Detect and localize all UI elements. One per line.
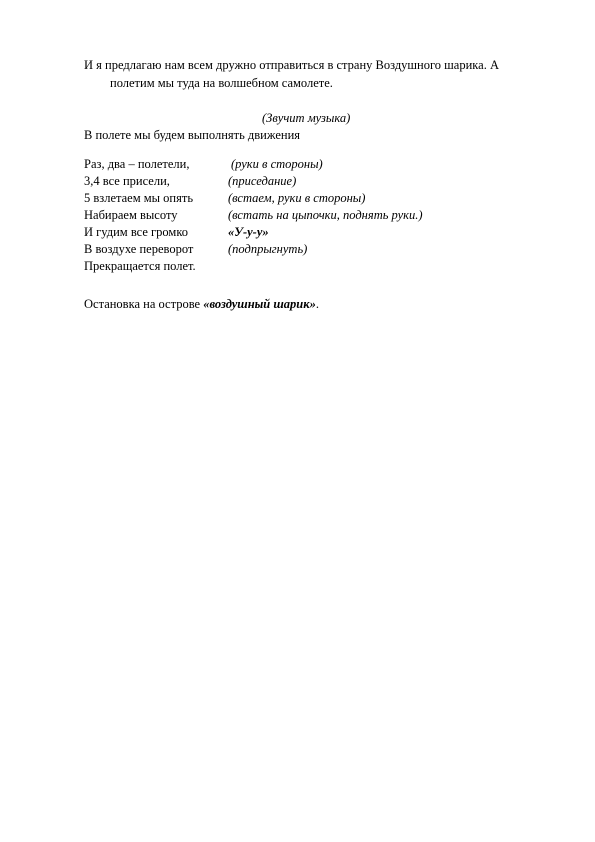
verse-line [84, 207, 423, 223]
verse-text: В воздухе переворот [84, 242, 194, 256]
verse-action: «У-у-у» [228, 225, 269, 239]
verse-line [84, 258, 196, 274]
verse-action: (приседание) [228, 174, 297, 188]
verse-action: (встаем, руки в стороны) [228, 191, 366, 205]
verse-text: Прекращается полет. [84, 259, 196, 273]
flight-intro: В полете мы будем выполнять движения [84, 128, 301, 142]
stop-highlight: «воздушный шарик» [203, 297, 316, 311]
verse-text: 5 взлетаем мы опять [84, 191, 194, 205]
verse-line [84, 190, 366, 206]
verse-text: Раз, два – полетели, [84, 157, 190, 171]
verse-line [84, 241, 308, 257]
verse-action: (руки в стороны) [231, 157, 323, 171]
intro-line-1: И я предлагаю нам всем дружно отправиться в страну Воздушного шарика. А [84, 58, 500, 72]
stop-suffix: . [315, 297, 319, 311]
verse-text: 3,4 все присели, [84, 174, 170, 188]
verse-line [84, 156, 323, 172]
verse-text: Набираем высоту [84, 208, 178, 222]
stop-line [84, 296, 319, 312]
verse-line [84, 173, 297, 189]
verse-text: И гудим все громко [84, 225, 189, 239]
verse-action: (подпрыгнуть) [228, 242, 308, 256]
stop-prefix: Остановка на острове [84, 297, 204, 311]
intro-line-2: полетим мы туда на волшебном самолете. [110, 76, 333, 90]
music-note: (Звучит музыка) [262, 111, 351, 125]
verse-line [84, 224, 269, 240]
verse-action: (встать на цыпочки, поднять руки.) [228, 208, 423, 222]
